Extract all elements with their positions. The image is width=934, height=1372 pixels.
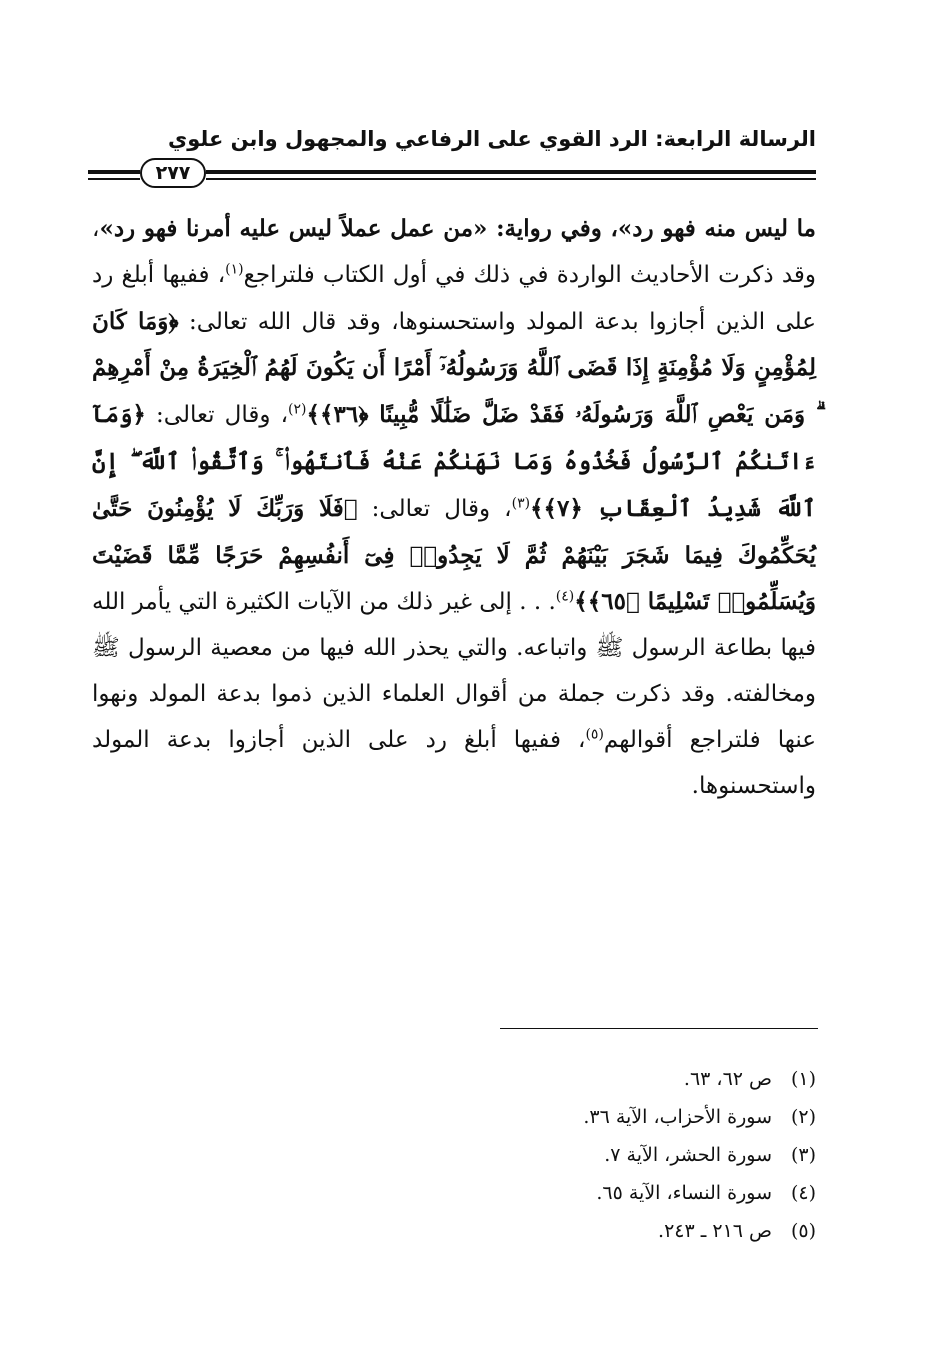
body-segment: . . . إلى غير ذلك من الآيات الكثيرة التي يأمر الله فيها بطاعة الرسول ﷺ واتباعه. والتي يحذر الله فيها من معصية الرسول ﷺ ومخالفته. وقد ذكرت جملة من أقوال العلماء الذين ذموا بدعة المولد ونهوا عنها فلتراجع أقوالهم xyxy=(92,589,816,753)
footnote-ref-3: (٣) xyxy=(511,495,531,512)
footnote-text: سورة النساء، الآية ٦٥. xyxy=(596,1182,772,1204)
footnote-number: (٥) xyxy=(790,1220,816,1242)
body-text xyxy=(92,206,816,809)
footnote-separator xyxy=(500,1028,818,1029)
footnote-text: سورة الأحزاب، الآية ٣٦. xyxy=(583,1106,772,1128)
footnote-ref-5: (٥) xyxy=(585,726,604,743)
footnote-text: ص ٢١٦ ـ ٢٤٣. xyxy=(658,1220,772,1242)
footnote-text: ص ٦٢، ٦٣. xyxy=(683,1068,772,1090)
footnote-number: (٣) xyxy=(790,1144,816,1166)
body-paragraph xyxy=(92,206,816,809)
footnote xyxy=(396,1060,816,1098)
body-segment: ، ففيها أبلغ رد على الذين أجازوا بدعة المولد واستحسنوها، وقد قال الله تعالى: xyxy=(92,261,816,335)
footnote xyxy=(396,1174,816,1212)
body-segment: ، وقال تعالى: xyxy=(357,495,512,522)
body-segment: ، وقال تعالى: xyxy=(145,402,289,429)
footnote-ref-2: (٢) xyxy=(288,401,307,418)
page-number: ٢٧٧ xyxy=(140,158,206,188)
header-rule-left xyxy=(88,170,140,180)
footnote xyxy=(396,1212,816,1250)
footnotes xyxy=(396,1060,816,1250)
header-rule-right xyxy=(206,170,816,180)
quran-verse-2: ﴿وَمَآ ءَاتَىٰكُمُ ٱلرَّسُولُ فَخُذُوهُ وَمَا نَهَىٰكُمْ عَنْهُ فَٱنتَهُوا۟ ۚ وَٱتَّقُوا۟ ٱللَّهَ ۖ إِنَّ ٱللَّهَ شَدِيدُ ٱلْعِقَابِ ﴿٧﴾﴾ xyxy=(92,401,816,522)
body-segment: ، وقد ذكرت الأحاديث الواردة في ذلك في أول الكتاب فلتراجع xyxy=(92,216,816,288)
footnote xyxy=(396,1136,816,1174)
footnote-ref-4: (٤) xyxy=(555,588,575,605)
footnote-number: (٢) xyxy=(790,1106,816,1128)
footnote-number: (١) xyxy=(790,1068,816,1090)
footnote-ref-1: (١) xyxy=(225,261,244,278)
body-segment: ، ففيها أبلغ رد على الذين أجازوا بدعة المولد واستحسنوها. xyxy=(92,726,816,799)
footnote-number: (٤) xyxy=(790,1182,816,1204)
quran-verse-1: ﴿وَمَا كَانَ لِمُؤْمِنٍ وَلَا مُؤْمِنَةٍ إِذَا قَضَى ٱللَّهُ وَرَسُولُهُۥٓ أَمْرًا أَن يَكُونَ لَهُمُ ٱلْخِيَرَةُ مِنْ أَمْرِهِمْ ۗ وَمَن يَعْصِ ٱللَّهَ وَرَسُولَهُۥ فَقَدْ ضَلَّ ضَلَٰلًا مُّبِينًا ﴿٣٦﴾﴾ xyxy=(92,307,816,429)
header-rule xyxy=(88,158,816,194)
footnote-text: سورة الحشر، الآية ٧. xyxy=(604,1144,772,1166)
running-header: الرسالة الرابعة: الرد القوي على الرفاعي والمجهول وابن علوي xyxy=(167,127,816,151)
hadith-quote: ما ليس منه فهو رد»، وفي رواية: «من عمل عملاً ليس عليه أمرنا فهو رد» xyxy=(99,215,816,242)
quran-verse-3: ﴿فَلَا وَرَبِّكَ لَا يُؤْمِنُونَ حَتَّىٰ يُحَكِّمُوكَ فِيمَا شَجَرَ بَيْنَهُمْ ثُمَّ لَا يَجِدُوا۟ فِىٓ أَنفُسِهِمْ حَرَجًا مِّمَّا قَضَيْتَ وَيُسَلِّمُوا۟ تَسْلِيمًا ﴿٦٥﴾﴾ xyxy=(92,494,816,616)
footnote xyxy=(396,1098,816,1136)
